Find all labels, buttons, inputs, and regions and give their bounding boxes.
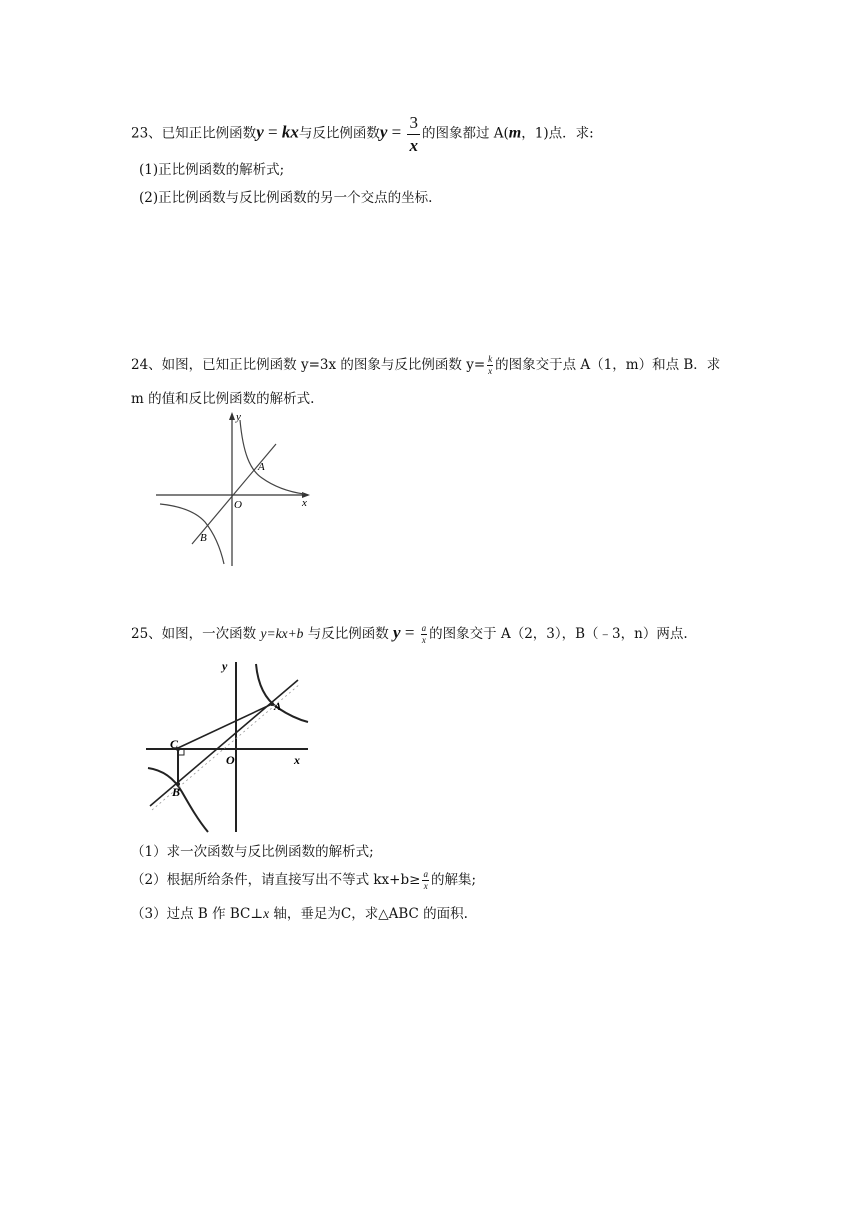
q25-part3-b: 轴，垂足为C，求△ABC 的面积. <box>269 906 468 922</box>
q24-figure <box>150 408 320 570</box>
q24-line-3x <box>192 444 276 544</box>
q25-label-y: y <box>222 659 228 673</box>
q25-label-a: A <box>274 701 282 713</box>
q23-part1: (1)正比例函数的解析式; <box>139 162 285 178</box>
q25-figure <box>142 656 314 836</box>
q24-label-a: A <box>258 461 265 473</box>
q24-line1-a: 24、如图，已知正比例函数 y=3x 的图象与反比例函数 y= <box>131 357 486 373</box>
q23-mid: 与反比例函数 <box>298 125 380 142</box>
q25-part1: （1）求一次函数与反比例函数的解析式; <box>131 844 374 860</box>
q24-y-arrow <box>229 412 235 420</box>
q24-hyperbola-q3 <box>160 504 224 564</box>
q25-label-o: O <box>226 753 235 767</box>
q25-frac-num: a <box>421 623 427 633</box>
q25-part2-den: x <box>423 881 428 891</box>
q23-frac-den: x <box>409 136 418 155</box>
q25-linear: y=kx+b <box>260 626 304 641</box>
q23-func1-y: y <box>256 122 264 142</box>
q24-line1 <box>131 355 720 376</box>
q25-line1-b: 与反比例函数 <box>303 626 394 642</box>
q25-part2-fraction <box>422 870 429 891</box>
q24-label-x: x <box>302 497 307 509</box>
q23-func1-kx: kx <box>281 122 299 142</box>
q24-label-y: y <box>236 411 241 423</box>
q25-label-b: B <box>172 785 181 799</box>
q25-eq: = <box>400 623 419 642</box>
q23-part2: (2)正比例函数与反比例函数的另一个交点的坐标. <box>139 190 433 206</box>
q23-stem <box>131 114 594 154</box>
q23-end: ，1)点．求: <box>521 125 594 142</box>
q24-line1-b: 的图象交于点 A（1，m）和点 B．求 <box>495 357 721 373</box>
q25-part3 <box>131 904 468 924</box>
q24-label-o: O <box>234 499 242 511</box>
q25-y: y <box>393 623 401 642</box>
q25-line1 <box>131 623 688 645</box>
q25-label-c: C <box>170 737 179 751</box>
q24-hyperbola-q1 <box>240 420 304 494</box>
q23-func1-eq: = <box>263 122 282 142</box>
q23-prefix: 23、已知正比例函数 <box>131 125 257 142</box>
q24-frac-num: k <box>488 354 493 364</box>
q23-after: 的图象都过 A( <box>421 125 509 142</box>
q25-part2 <box>131 870 476 891</box>
q24-fraction <box>487 355 493 376</box>
q23-fraction <box>407 114 420 154</box>
q23-func2-y: y <box>379 122 388 142</box>
q25-part2-b: 的解集; <box>430 872 477 888</box>
q25-part3-x: x <box>263 906 270 921</box>
q23-func2-eq: = <box>387 122 406 142</box>
q25-line1-a: 25、如图，一次函数 <box>131 626 261 642</box>
q24-frac-den: x <box>488 366 493 376</box>
q24-label-b: B <box>200 532 207 544</box>
q25-part2-num: a <box>423 869 428 879</box>
q25-line1-c: 的图象交于 A（2，3），B（﹣3，n）两点. <box>429 626 688 642</box>
q25-part2-a: （2）根据所给条件，请直接写出不等式 kx+b≥ <box>131 872 421 888</box>
q24-line2: m 的值和反比例函数的解析式. <box>131 391 315 407</box>
q25-label-x: x <box>294 753 300 767</box>
q25-frac-den: x <box>421 635 426 645</box>
q25-fraction <box>421 624 428 645</box>
q23-m: m <box>508 124 522 142</box>
q25-part3-a: （3）过点 B 作 BC⊥ <box>131 906 264 922</box>
q23-frac-num: 3 <box>407 114 420 135</box>
